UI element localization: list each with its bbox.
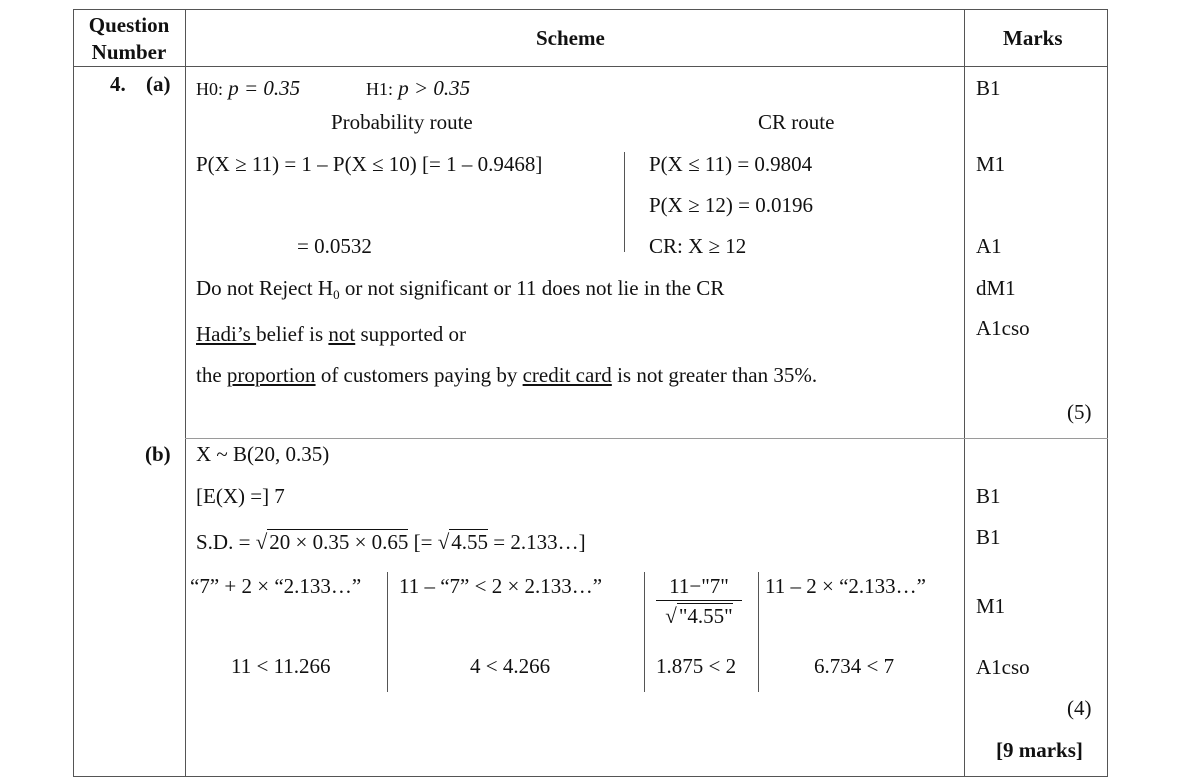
expectation-line: [E(X) =] 7 bbox=[196, 484, 285, 508]
cr-line-1: P(X ≤ 11) = 0.9804 bbox=[649, 152, 813, 176]
part-a-label: (a) bbox=[146, 72, 171, 96]
cr-route-heading: CR route bbox=[758, 110, 835, 134]
method-4-top: 11 – 2 × “2.133…” bbox=[765, 574, 926, 598]
method-4-bottom: 6.734 < 7 bbox=[814, 654, 895, 678]
part-b-total: (4) bbox=[1067, 696, 1092, 720]
column-divider-qnum bbox=[185, 9, 186, 777]
sd-radicand-2: 4.55 bbox=[451, 530, 489, 554]
mark-a-dm1: dM1 bbox=[976, 276, 1016, 300]
mark-a-a1cso: A1cso bbox=[976, 316, 1030, 340]
conclusion-text-cont: or not significant or 11 does not lie in the CR bbox=[339, 276, 725, 300]
text-of-customers: of customers paying by bbox=[315, 363, 523, 387]
underlined-hadi: Hadi’s bbox=[196, 322, 257, 346]
conclusion-text: Do not Reject H bbox=[196, 276, 334, 300]
method-divider-2 bbox=[644, 572, 645, 692]
h1-label: H1: bbox=[366, 79, 393, 99]
header-question-number: Question Number bbox=[88, 13, 170, 64]
fraction-numerator: 11−"7" bbox=[656, 572, 742, 601]
cr-line-2: P(X ≥ 12) = 0.0196 bbox=[649, 193, 813, 217]
part-a-total: (5) bbox=[1067, 400, 1092, 424]
header-marks: Marks bbox=[1003, 26, 1063, 50]
probability-line: P(X ≥ 11) = 1 – P(X ≤ 10) [= 1 – 0.9468] bbox=[196, 152, 543, 176]
method-2-bottom: 4 < 4.266 bbox=[470, 654, 551, 678]
underlined-proportion: proportion bbox=[226, 363, 316, 387]
conclusion-line bbox=[196, 276, 724, 307]
sd-radicand: 20 × 0.35 × 0.65 bbox=[269, 530, 409, 554]
mark-b-m1: M1 bbox=[976, 594, 1006, 618]
fraction-denominator: √"4.55" bbox=[665, 604, 733, 628]
method-1-top: “7” + 2 × “2.133…” bbox=[190, 574, 362, 598]
context-line-1 bbox=[196, 322, 466, 346]
header-scheme: Scheme bbox=[536, 26, 605, 50]
mark-a-b1: B1 bbox=[976, 76, 1001, 100]
distribution-line: X ~ B(20, 0.35) bbox=[196, 442, 330, 466]
mark-b-b1-second: B1 bbox=[976, 525, 1001, 549]
method-3-fraction bbox=[656, 572, 742, 631]
sd-mid: [= bbox=[408, 530, 438, 554]
mark-a-a1: A1 bbox=[976, 234, 1002, 258]
question-number: 4. bbox=[110, 72, 126, 96]
table-bottom-border bbox=[73, 776, 1108, 777]
sd-suffix: = 2.133…] bbox=[488, 530, 586, 554]
table-left-border bbox=[73, 9, 74, 777]
method-2-top: 11 – “7” < 2 × 2.133…” bbox=[399, 574, 603, 598]
column-divider-marks bbox=[964, 9, 965, 777]
mark-a-m1: M1 bbox=[976, 152, 1006, 176]
table-top-border bbox=[73, 9, 1108, 10]
method-divider-1 bbox=[387, 572, 388, 692]
header-bottom-border bbox=[73, 66, 1108, 67]
fraction-den-radicand: "4.55" bbox=[678, 604, 733, 628]
context-line-2 bbox=[196, 363, 817, 387]
h1-hypothesis bbox=[366, 76, 470, 101]
text-the: the bbox=[196, 363, 227, 387]
mark-b-a1cso: A1cso bbox=[976, 655, 1030, 679]
text-is-not-greater: is not greater than 35%. bbox=[611, 363, 818, 387]
sd-prefix: S.D. = bbox=[196, 530, 256, 554]
mark-b-b1-first: B1 bbox=[976, 484, 1001, 508]
part-divider bbox=[185, 438, 1108, 439]
method-3-bottom: 1.875 < 2 bbox=[656, 654, 737, 678]
method-1-bottom: 11 < 11.266 bbox=[231, 654, 331, 678]
sd-line: S.D. = √20 × 0.35 × 0.65 [= √4.55 = 2.133…] bbox=[196, 530, 586, 554]
method-divider-3 bbox=[758, 572, 759, 692]
h0-hypothesis bbox=[196, 76, 300, 101]
h1-expression: p > 0.35 bbox=[398, 76, 471, 100]
probability-result: = 0.0532 bbox=[297, 234, 372, 258]
underlined-not: not bbox=[328, 322, 356, 346]
text-belief-is: belief is bbox=[256, 322, 329, 346]
subscript-zero: 0 bbox=[333, 287, 340, 302]
part-b-label: (b) bbox=[145, 442, 171, 466]
cr-line-3: CR: X ≥ 12 bbox=[649, 234, 747, 258]
probability-route-heading: Probability route bbox=[331, 110, 473, 134]
h0-expression: p = 0.35 bbox=[228, 76, 301, 100]
route-divider bbox=[624, 152, 625, 252]
h0-label: H0: bbox=[196, 79, 223, 99]
table-right-border bbox=[1107, 9, 1108, 777]
underlined-credit-card: credit card bbox=[522, 363, 612, 387]
text-supported-or: supported or bbox=[355, 322, 467, 346]
grand-total: [9 marks] bbox=[996, 738, 1083, 762]
